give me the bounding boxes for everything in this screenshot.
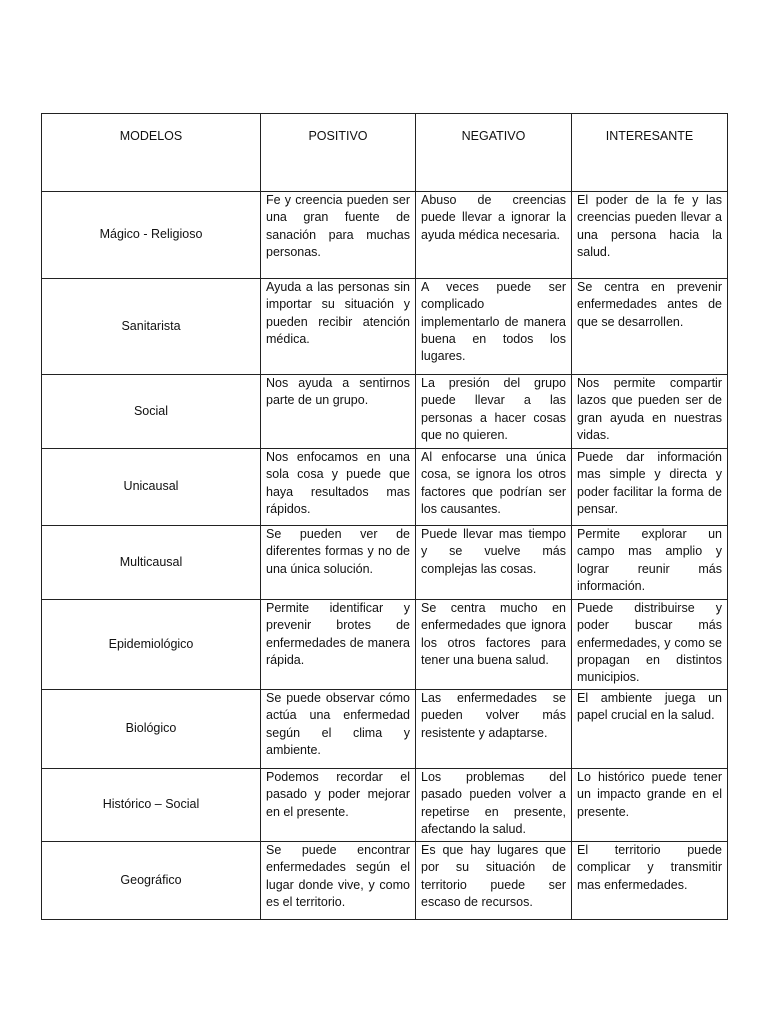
interesante-cell: Puede distribuirse y poder buscar más enfermedades, y como se propagan en distintos municipios. — [572, 600, 728, 690]
interesante-cell: El ambiente juega un papel crucial en la salud. — [572, 690, 728, 769]
interesante-cell: El territorio puede complicar y transmitir mas enfermedades. — [572, 842, 728, 920]
negativo-cell: Los problemas del pasado pueden volver a repetirse en presente, afectando la salud. — [416, 769, 572, 842]
table-row — [42, 449, 728, 526]
positivo-cell: Permite identificar y prevenir brotes de enfermedades de manera rápida. — [261, 600, 416, 690]
negativo-cell: La presión del grupo puede llevar a las personas a hacer cosas que no quieren. — [416, 375, 572, 449]
interesante-cell: Puede dar información mas simple y directa y poder facilitar la forma de pensar. — [572, 449, 728, 526]
positivo-cell: Fe y creencia pueden ser una gran fuente de sanación para muchas personas. — [261, 192, 416, 279]
model-name: Social — [42, 375, 261, 449]
table-row — [42, 279, 728, 375]
model-name: Geográfico — [42, 842, 261, 920]
negativo-cell: Puede llevar mas tiempo y se vuelve más complejas las cosas. — [416, 526, 572, 600]
negativo-cell: A veces puede ser complicado implementarlo de manera buena en todos los lugares. — [416, 279, 572, 375]
negativo-cell: Al enfocarse una única cosa, se ignora los otros factores que podrían ser los causantes. — [416, 449, 572, 526]
negativo-cell: Es que hay lugares que por su situación de territorio puede ser escaso de recursos. — [416, 842, 572, 920]
model-name: Unicausal — [42, 449, 261, 526]
table-row — [42, 375, 728, 449]
header-modelos: MODELOS — [42, 114, 261, 192]
table-row — [42, 769, 728, 842]
positivo-cell: Ayuda a las personas sin importar su situación y pueden recibir atención médica. — [261, 279, 416, 375]
table-header — [42, 114, 728, 192]
model-name: Biológico — [42, 690, 261, 769]
positivo-cell: Nos enfocamos en una sola cosa y puede que haya resultados mas rápidos. — [261, 449, 416, 526]
positivo-cell: Se puede encontrar enfermedades según el lugar donde vive, y como es el territorio. — [261, 842, 416, 920]
interesante-cell: Nos permite compartir lazos que pueden ser de gran ayuda en nuestras vidas. — [572, 375, 728, 449]
model-name: Histórico – Social — [42, 769, 261, 842]
models-table — [41, 113, 728, 920]
negativo-cell: Se centra mucho en enfermedades que ignora los otros factores para tener una buena salud. — [416, 600, 572, 690]
table-body — [42, 192, 728, 920]
model-name: Multicausal — [42, 526, 261, 600]
table-row — [42, 192, 728, 279]
interesante-cell: El poder de la fe y las creencias pueden llevar a una persona hacia la salud. — [572, 192, 728, 279]
header-row — [42, 114, 728, 192]
table-row — [42, 526, 728, 600]
positivo-cell: Podemos recordar el pasado y poder mejorar en el presente. — [261, 769, 416, 842]
positivo-cell: Se pueden ver de diferentes formas y no de una única solución. — [261, 526, 416, 600]
model-name: Epidemiológico — [42, 600, 261, 690]
negativo-cell: Abuso de creencias puede llevar a ignorar la ayuda médica necesaria. — [416, 192, 572, 279]
interesante-cell: Se centra en prevenir enfermedades antes de que se desarrollen. — [572, 279, 728, 375]
positivo-cell: Nos ayuda a sentirnos parte de un grupo. — [261, 375, 416, 449]
interesante-cell: Lo histórico puede tener un impacto grande en el presente. — [572, 769, 728, 842]
model-name: Mágico - Religioso — [42, 192, 261, 279]
model-name: Sanitarista — [42, 279, 261, 375]
interesante-cell: Permite explorar un campo mas amplio y lograr reunir más información. — [572, 526, 728, 600]
header-positivo: POSITIVO — [261, 114, 416, 192]
positivo-cell: Se puede observar cómo actúa una enfermedad según el clima y ambiente. — [261, 690, 416, 769]
table-row — [42, 690, 728, 769]
header-interesante: INTERESANTE — [572, 114, 728, 192]
table-row — [42, 842, 728, 920]
header-negativo: NEGATIVO — [416, 114, 572, 192]
table-row — [42, 600, 728, 690]
negativo-cell: Las enfermedades se pueden volver más resistente y adaptarse. — [416, 690, 572, 769]
